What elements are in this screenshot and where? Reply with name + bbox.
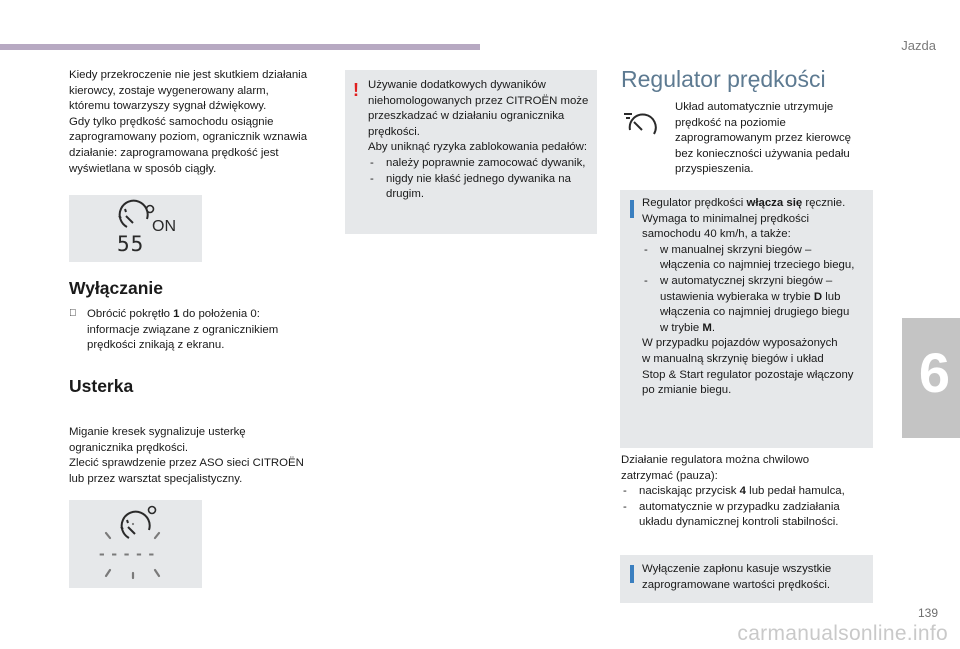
- off-step: [69, 307, 329, 354]
- section-title: Jazda: [901, 38, 936, 53]
- fault-dashes: - - - - -: [99, 544, 156, 563]
- info-box-activation: [620, 190, 873, 448]
- warning-box: [345, 70, 597, 234]
- cruise-intro-text: Układ automatycznie utrzymuje prędkość na poziomie zaprogramowanym przez kierowcę bez konieczności używania pedału przyspieszenia.: [675, 101, 851, 176]
- activation-list-item: - w manualnej skrzyni biegów – włączenia co najmniej trzeciego biegu,: [642, 243, 870, 274]
- warning-icon: !: [353, 80, 359, 100]
- pause-section: [621, 453, 873, 531]
- warning-list-item: - nigdy nie kłaść jednego dywanika na drugim.: [368, 172, 594, 203]
- cruise-control-icon: [620, 108, 664, 146]
- step-arrow-icon: [69, 308, 77, 319]
- warning-list-item: - należy poprawnie zamocować dywanik,: [368, 156, 594, 172]
- fault-text: Miganie kresek sygnalizuje usterkę ogranicznika prędkości. Zlecić sprawdzenie przez ASO sieci CITROËN lub przez warsztat specjalistyczny.: [69, 426, 304, 485]
- off-step-text-pre: Obrócić pokrętło: [87, 308, 174, 320]
- chapter-number: 6: [918, 341, 950, 404]
- header-accent-bar: [0, 44, 480, 50]
- watermark: carmanualsonline.info: [737, 622, 948, 645]
- activation-tail-text: W przypadku pojazdów wyposażonych w manualną skrzynię biegów i układ Stop & Start regulator pozostaje włączony po zmianie biegu.: [642, 337, 854, 397]
- info-icon: [630, 565, 634, 583]
- fault-heading: Usterka: [69, 376, 134, 396]
- speed-limiter-on-display: [69, 195, 202, 262]
- limiter-intro-text: Kiedy przekroczenie nie jest skutkiem działania kierowcy, zostaje wygenerowany alarm, któremu towarzyszy sygnał dźwiękowy. Gdy tylko prędkość samochodu osiągnie zaprogramowany poziom, ogranicznik wznawia działanie: zaprogramowana prędkość jest wyświetlana w sposób ciągły.: [69, 69, 308, 175]
- pause-list-item: - automatycznie w przypadku zadziałania układu dynamicznej kontroli stabilności.: [621, 500, 873, 531]
- knob-number: 1: [173, 308, 180, 320]
- warning-text: Używanie dodatkowych dywaników niehomologowanych przez CITROËN może przeszkadzać w działaniu ogranicznika prędkości. Aby uniknąć ryzyka zablokowania pedałów:: [368, 79, 589, 154]
- off-step-text-post: do położenia 0: informacje związane z ogranicznikiem prędkości znikają z ekranu.: [87, 308, 279, 352]
- page-number: 139: [917, 606, 938, 620]
- off-heading: Wyłączanie: [69, 278, 164, 298]
- warning-list: [368, 156, 594, 203]
- pause-list-item: - naciskając przycisk 4 lub pedał hamulca,: [621, 484, 873, 500]
- activation-text: Regulator prędkości włącza się ręcznie. Wymaga to minimalnej prędkości samochodu 40 km/h, a także:: [642, 197, 846, 241]
- limiter-speed-value: 55: [117, 232, 145, 256]
- cruise-control-title: Regulator prędkości: [621, 66, 826, 92]
- activation-list-item: - w automatycznej skrzyni biegów – ustawienia wybieraka w trybie D lub włączenia co najmniej drugiego biegu w trybie M.: [642, 274, 870, 336]
- pause-text: Działanie regulatora można chwilowo zatrzymać (pauza):: [621, 454, 810, 482]
- info-icon: [630, 200, 634, 218]
- limiter-status-label: ON: [152, 218, 176, 235]
- info-box-ignition: [620, 555, 873, 603]
- ignition-info-text: Wyłączenie zapłonu kasuje wszystkie zaprogramowane wartości prędkości.: [642, 563, 832, 591]
- speed-limiter-fault-display: [69, 500, 202, 588]
